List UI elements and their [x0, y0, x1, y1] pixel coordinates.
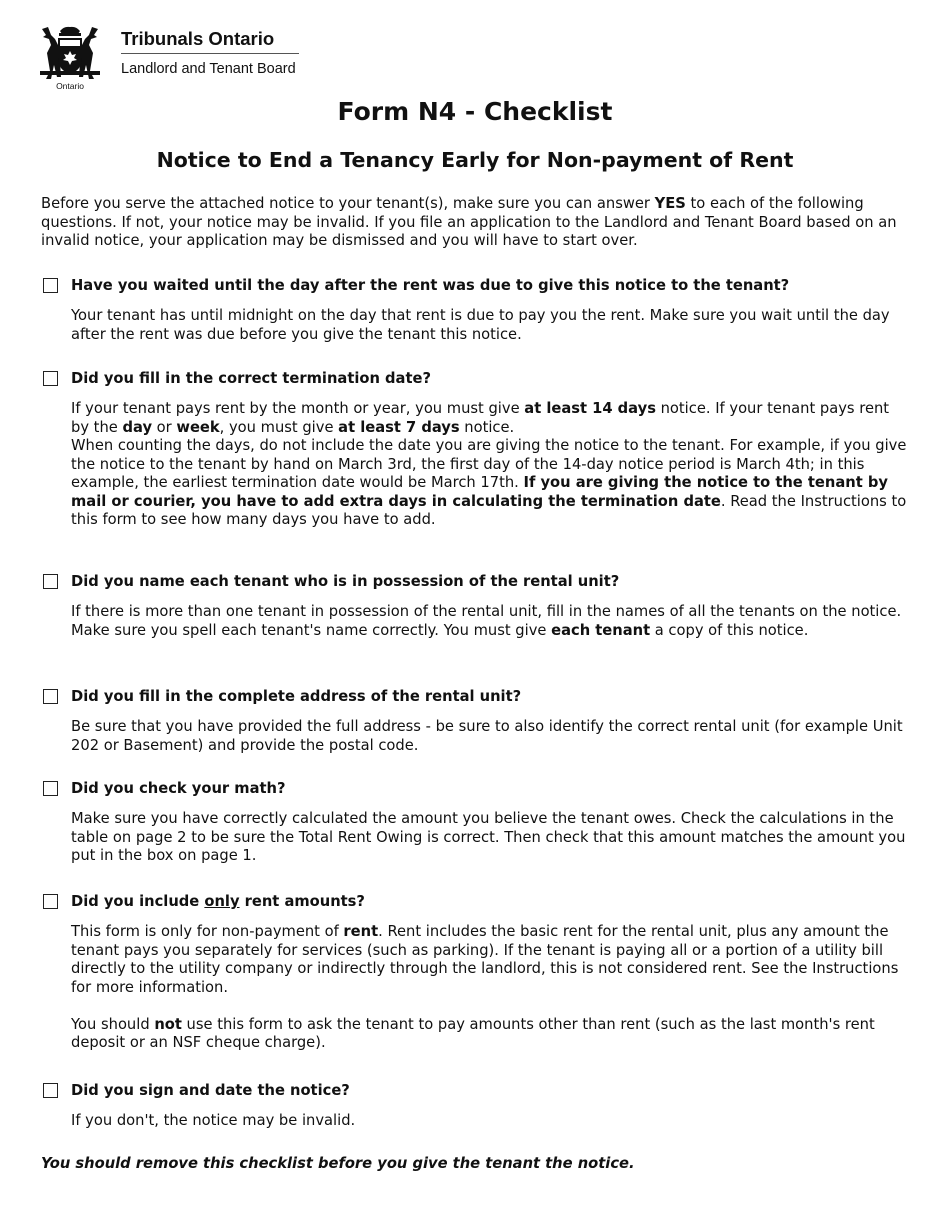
question-title: Have you waited until the day after the rent was due to give this notice to the tenant? — [71, 277, 790, 294]
question-body: If you don't, the notice may be invalid. — [71, 1112, 356, 1129]
intro-paragraph: Before you serve the attached notice to your tenant(s), make sure you can answer YES to each of the following questions. If not, your notice may be invalid. If you file an application to the Landlord and Tenant Board based on an invalid notice, your application may be dismissed and you will have to start over. — [41, 195, 897, 249]
question-body: Be sure that you have provided the full address - be sure to also identify the correct rental unit (for example Unit 202 or Basement) and provide the postal code. — [71, 718, 903, 754]
question-title: Did you sign and date the notice? — [71, 1082, 350, 1099]
board-name: Landlord and Tenant Board — [121, 61, 296, 77]
page-subtitle: Notice to End a Tenancy Early for Non-payment of Rent — [156, 148, 794, 172]
checkbox[interactable] — [43, 689, 58, 704]
checkbox[interactable] — [43, 781, 58, 796]
checkbox[interactable] — [43, 371, 58, 386]
question-title: Did you name each tenant who is in possession of the rental unit? — [71, 573, 620, 590]
header-divider — [121, 53, 299, 54]
final-note: You should remove this checklist before you give the tenant the notice. — [41, 1155, 635, 1172]
question-title: Did you fill in the complete address of the rental unit? — [71, 688, 522, 705]
question-body: If there is more than one tenant in possession of the rental unit, fill in the names of all the tenants on the notice. Make sure you spell each tenant's name correctly. You must give each tenant a copy of this notice. — [71, 603, 902, 639]
checkbox[interactable] — [43, 278, 58, 293]
page-title: Form N4 - Checklist — [337, 97, 613, 126]
question-body: If your tenant pays rent by the month or year, you must give at least 14 days notice. If your tenant pays rent by the day or week, you must give at least 7 days notice. When counting the days, do not include the date you are giving the notice to the tenant. For example, if you give the notice to the tenant by hand on March 3rd, the first day of the 14-day notice period is March 4th; in this example, the earliest termination date would be March 17th. If you are giving the notice to the tenant by mail or courier, you have to add extra days in calculating the termination date. Read the Instructions to this form to see how many days you have to add. — [71, 400, 907, 528]
ontario-coat-of-arms-icon — [38, 25, 102, 91]
question-body: This form is only for non-payment of rent. Rent includes the basic rent for the rental unit, plus any amount the tenant pays you separately for services (such as parking). If the tenant is paying all or a portion of a utility bill directly to the utility company or indirectly through the landlord, this is not considered rent. See the Instructions for more information. You should not use this form to ask the tenant to pay amounts other than rent (such as the last month's rent deposit or an NSF cheque charge). — [71, 923, 899, 1051]
org-name: Tribunals Ontario — [121, 28, 275, 49]
question-body: Your tenant has until midnight on the day that rent is due to pay you the rent. Make sure you wait until the day after the rent was due before you give the tenant this notice. — [71, 307, 890, 343]
logo-caption: Ontario — [56, 81, 84, 91]
question-title: Did you include only rent amounts? — [71, 893, 365, 910]
question-title: Did you check your math? — [71, 780, 286, 797]
checkbox[interactable] — [43, 1083, 58, 1098]
page-header — [38, 25, 338, 95]
question-body: Make sure you have correctly calculated the amount you believe the tenant owes. Check the calculations in the table on page 2 to be sure the Total Rent Owing is correct. Then check that this amount matches the amount you put in the box on page 1. — [71, 810, 906, 864]
checkbox[interactable] — [43, 574, 58, 589]
checkbox[interactable] — [43, 894, 58, 909]
question-title: Did you fill in the correct termination date? — [71, 370, 431, 387]
